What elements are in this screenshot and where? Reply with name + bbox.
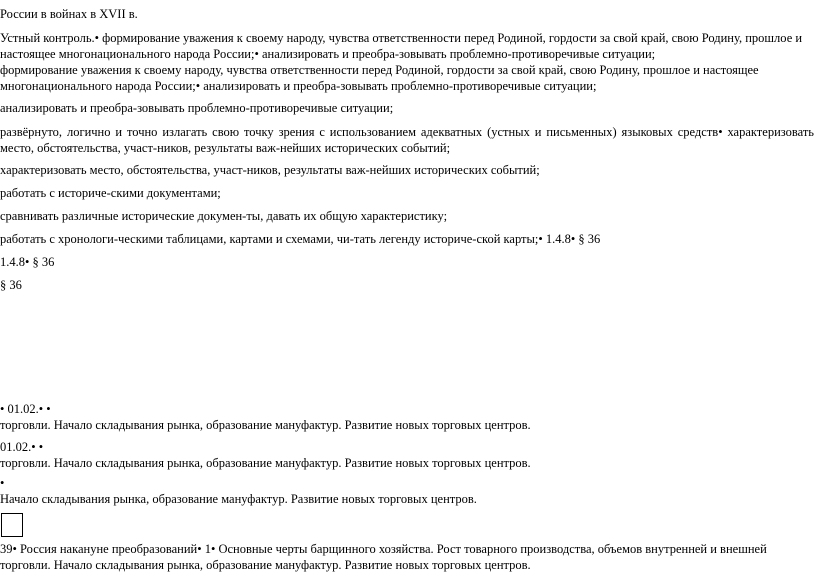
text-line-characterize: характеризовать место, обстоятельства, участ-ников, результаты важ-нейших исторических событий; [0, 163, 540, 177]
text-paragraph-express-view: развёрнуто, логично и точно излагать свою точку зрения с использованием адекватных (устных и письменных) языковых средств• характеризовать место, обстоятельства, участ-ников, результаты важ-нейших исторических событий; [0, 125, 814, 155]
text-line-chronology: работать с хронологи-ческими таблицами, картами и схемами, чи-тать легенду историче-ской карты;• 1.4.8• § 36 [0, 232, 601, 246]
text-line-documents: работать с историче-скими документами; [0, 186, 221, 200]
text-line-market: Начало складывания рынка, образование мануфактур. Развитие новых торговых центров. [0, 492, 477, 506]
text-line-bullet: • [0, 476, 5, 490]
text-paragraph-oral-control: Устный контроль.• формирование уважения к своему народу, чувства ответственности перед Родиной, гордости за свой край, свою Родину, прошлое и настоящее многонационального народа России;• анализировать и преобра-зовывать проблемно-противоречивые ситуации; [0, 31, 803, 61]
text-line-section-36: § 36 [0, 278, 22, 292]
text-line-date-b: 01.02.• • [0, 440, 44, 454]
text-line-trade-a: торговли. Начало складывания рынка, образование мануфактур. Развитие новых торговых центров. [0, 418, 531, 432]
empty-checkbox-frame [1, 513, 23, 537]
text-line-title: России в войнах в XVII в. [0, 7, 138, 21]
text-paragraph-lesson-39: 39• Россия накануне преобразований• 1• Основные черты барщинного хозяйства. Рост товарного производства, объемов внутренней и внешней торговли. Начало складывания рынка, образование мануфактур. Развитие новых торговых центров. [0, 542, 767, 572]
text-line-compare: сравнивать различные исторические докумен-ты, давать их общую характеристику; [0, 209, 448, 223]
text-line-date-a: • 01.02.• • [0, 402, 51, 416]
text-line-trade-b: торговли. Начало складывания рынка, образование мануфактур. Развитие новых торговых центров. [0, 456, 531, 470]
text-line-analyze: анализировать и преобра-зовывать проблемно-противоречивые ситуации; [0, 101, 394, 115]
text-paragraph-respect: формирование уважения к своему народу, чувства ответственности перед Родиной, гордости за свой край, свою Родину, прошлое и настоящее многонационального народа России;• анализировать и преобра-зовывать проблемно-противоречивые ситуации; [0, 63, 759, 93]
text-line-section-ref: 1.4.8• § 36 [0, 255, 55, 269]
